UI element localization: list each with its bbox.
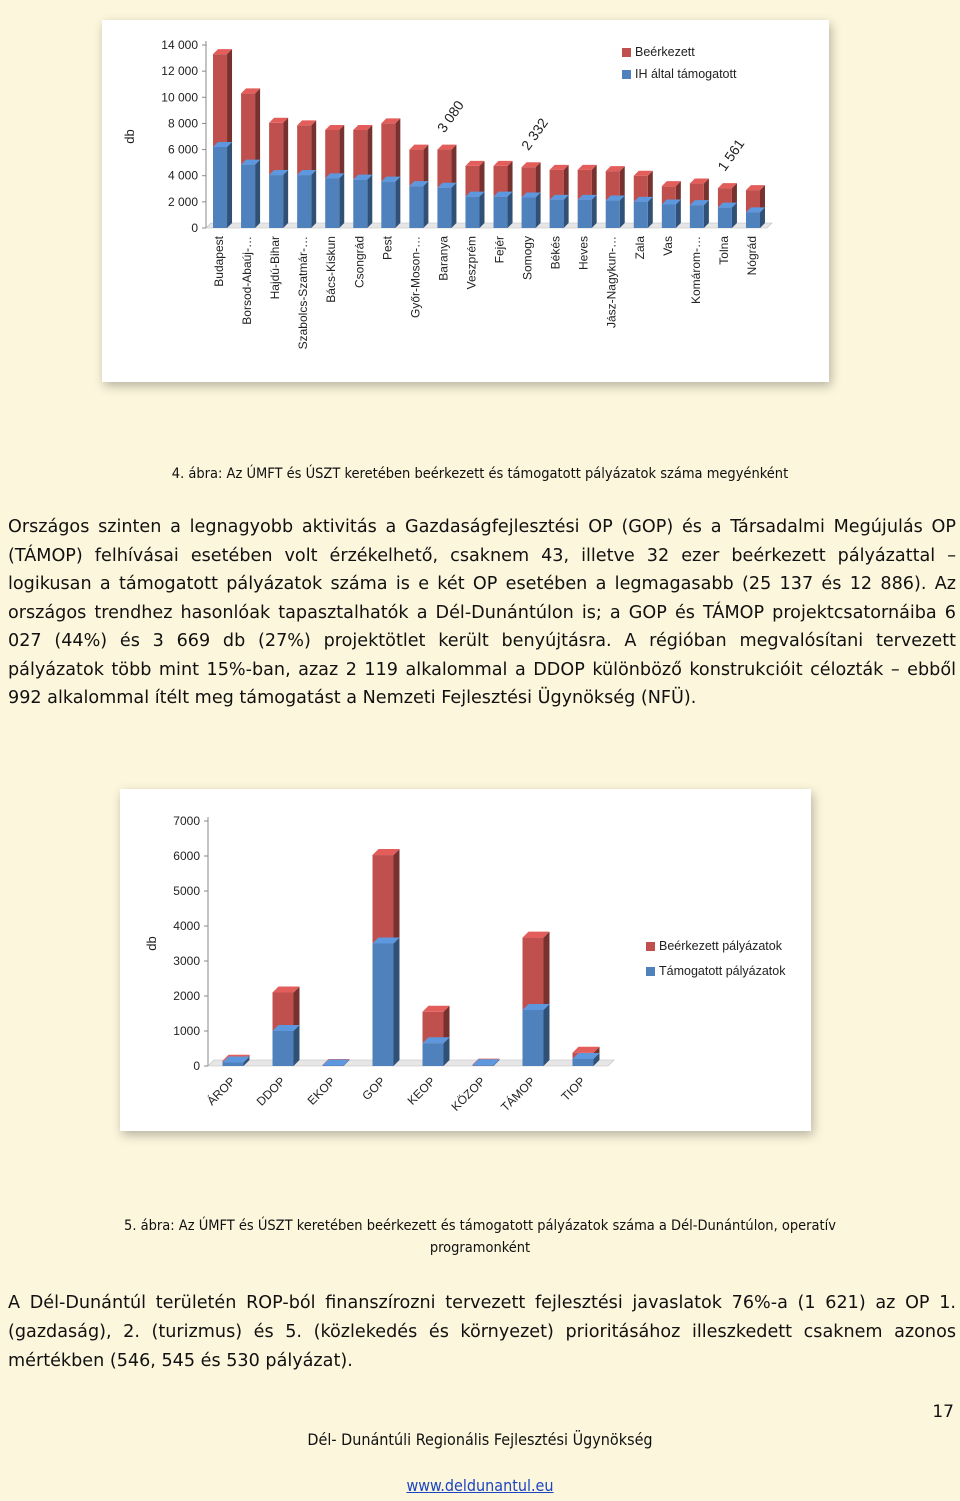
operative-program-chart-svg: [120, 789, 811, 1131]
y-tick-label: 14 000: [161, 38, 198, 52]
bar-group: [241, 88, 260, 228]
category-label: TIOP: [558, 1074, 589, 1104]
category-label: Jász-Nagykun-…: [604, 236, 619, 329]
bar-supported: [690, 205, 704, 228]
category-label: Békés: [548, 236, 563, 270]
category-label: KÖZOP: [448, 1074, 489, 1114]
value-annotation: 2 332: [517, 115, 552, 153]
bar-received: [325, 130, 339, 178]
category-label: Somogy: [520, 236, 535, 281]
bar-supported-side: [339, 173, 344, 228]
category-label: GOP: [359, 1074, 389, 1103]
bar-supported-side: [536, 193, 541, 228]
category-label: Heves: [576, 236, 591, 271]
bar-supported-side: [620, 196, 625, 228]
category-label: Csongrád: [352, 236, 367, 289]
body-paragraph-1: Országos szinten a legnagyobb aktivitás a Gazdaságfejlesztési OP (GOP) és a Társadalmi Megújulás OP (TÁMOP) felhívásai esetében volt érzékelhető, csaknem 43, illetve 32 ezer beérkezett pályázattal – logikusan a támogatott pályázatok száma is e két OP esetében a legmagasabb (25 137 és 12 886). Az országos trendhez hasonlóak tapasztalhatók a Dél-Dunántúlon is; a GOP és TÁMOP projektcsatornáiba 6 027 (44%) és 3 669 db (27%) projektötlet került benyújtásra. A régióban megvalósítani tervezett pályázatok több mint 15%-ban, azaz 2 119 alkalommal a DDOP különböző konstrukcióit célozták – ebből 992 alkalommal ítélt meg támogatást a Nemzeti Fejlesztési Ügynökség (NFÜ).: [8, 517, 956, 708]
bar-received-side: [451, 145, 456, 188]
bar-received: [213, 54, 227, 147]
legend-swatch: [646, 942, 655, 951]
bar-supported: [494, 197, 508, 228]
bar-supported: [273, 1031, 294, 1066]
y-tick-label: 4 000: [167, 168, 198, 183]
bar-received-side: [294, 987, 300, 1032]
bar-group: [606, 166, 625, 228]
bar-group: [353, 125, 372, 228]
bar-supported: [353, 180, 367, 228]
category-label: Komárom-…: [688, 236, 703, 305]
bar-supported: [522, 198, 536, 228]
footer-organization: Dél- Dunántúli Regionális Fejlesztési Ügynökség: [307, 1430, 653, 1449]
bar-supported: [662, 204, 676, 228]
y-tick-label: 3000: [173, 954, 200, 968]
chart-floor: [208, 1060, 614, 1066]
bar-received: [353, 130, 367, 180]
bar-received-side: [592, 165, 597, 200]
bar-group: [213, 49, 232, 228]
bar-group: [634, 171, 653, 228]
operative-program-chart: [120, 789, 811, 1131]
category-label: Szabolcs-Szatmár-…: [296, 235, 311, 350]
y-tick-label: 6 000: [167, 142, 198, 157]
bar-supported: [423, 1043, 444, 1066]
bar-supported: [634, 202, 648, 228]
county-applications-chart: [102, 20, 829, 382]
legend-swatch: [646, 967, 655, 976]
y-tick-label: 12 000: [161, 64, 198, 79]
bar-supported: [323, 1066, 344, 1067]
category-label: Hajdú-Bihar: [268, 236, 283, 300]
bar-received: [437, 150, 451, 188]
bar-group: [437, 145, 456, 228]
bar-group: [325, 125, 344, 228]
bar-supported-side: [423, 181, 428, 228]
category-label: TÁMOP: [498, 1074, 539, 1115]
y-tick-label: 2000: [173, 989, 200, 1003]
bar-group: [578, 165, 597, 228]
bar-supported: [297, 175, 311, 228]
bar-received-side: [479, 161, 484, 197]
y-tick-label: 7000: [173, 814, 200, 828]
bar-received-side: [508, 161, 513, 197]
category-label: ÁROP: [204, 1074, 239, 1109]
category-label: DDOP: [253, 1074, 289, 1109]
bar-supported-side: [255, 160, 260, 228]
bar-supported: [523, 1010, 544, 1066]
bar-supported-side: [227, 142, 232, 228]
bar-group: [381, 118, 400, 228]
bar-received-side: [283, 118, 288, 175]
bar-received: [241, 93, 255, 164]
chart-floor: [206, 223, 772, 228]
y-tick-label: 8 000: [167, 116, 198, 131]
bar-supported: [550, 200, 564, 228]
bar-supported-side: [311, 170, 316, 228]
category-label: Pest: [380, 236, 395, 261]
category-label: Fejér: [492, 236, 507, 264]
y-tick-label: 0: [193, 1059, 200, 1073]
bar-received-side: [367, 125, 372, 180]
bar-group: [746, 185, 765, 228]
y-tick-label: 1000: [173, 1024, 200, 1038]
legend-label: Beérkezett: [635, 45, 695, 59]
value-annotation: 1 561: [714, 135, 748, 174]
bar-group: [273, 987, 300, 1067]
bar-supported: [573, 1059, 594, 1066]
bar-supported-side: [564, 195, 569, 228]
bar-group: [494, 161, 513, 228]
bar-supported: [373, 944, 394, 1067]
bar-group: [573, 1047, 600, 1066]
category-label: Baranya: [436, 236, 451, 281]
bar-supported: [606, 201, 620, 228]
bar-received: [373, 855, 394, 943]
bar-received: [523, 938, 544, 1010]
bar-received-side: [394, 849, 400, 943]
value-annotation: 3 080: [433, 97, 467, 136]
category-label: Borsod-Abaúj-…: [240, 236, 255, 325]
bar-received-side: [255, 88, 260, 164]
category-label: Vas: [660, 236, 675, 256]
bar-received: [381, 123, 395, 181]
bar-supported: [269, 175, 283, 228]
bar-group: [718, 183, 737, 228]
y-tick-label: 5000: [173, 884, 200, 898]
y-tick-label: 6000: [173, 849, 200, 863]
bar-group: [690, 179, 709, 228]
legend-swatch: [622, 70, 631, 79]
category-label: Tolna: [716, 236, 731, 265]
bar-supported: [437, 188, 451, 228]
county-applications-chart-svg: [102, 20, 829, 382]
bar-supported: [409, 186, 423, 228]
y-tick-label: 4000: [173, 919, 200, 933]
category-label: Nógrád: [744, 236, 759, 276]
category-label: KEOP: [404, 1074, 439, 1108]
bar-supported-side: [283, 170, 288, 228]
bar-supported-side: [294, 1025, 300, 1066]
figure-4-caption: 4. ábra: Az ÚMFT és ÚSZT keretében beérkezett és támogatott pályázatok száma megyénként: [171, 466, 789, 482]
bar-received-side: [227, 49, 232, 147]
bar-supported: [473, 1065, 494, 1066]
bar-group: [522, 162, 541, 228]
y-tick-label: 2 000: [167, 194, 198, 209]
category-label: Győr-Moson-…: [408, 236, 423, 319]
legend-label: IH által támogatott: [635, 67, 737, 81]
bar-supported-side: [648, 197, 653, 228]
legend-label: Beérkezett pályázatok: [659, 939, 782, 953]
bar-received-side: [395, 118, 400, 181]
bar-received-side: [564, 165, 569, 200]
bar-received-side: [620, 166, 625, 200]
bar-received-side: [536, 162, 541, 197]
figure-5-caption: 5. ábra: Az ÚMFT és ÚSZT keretében beérkezett és támogatott pályázatok száma a Dél-Dunántúlon, operatív programonként: [124, 1218, 836, 1256]
bar-received: [297, 125, 311, 175]
bar-supported: [578, 200, 592, 228]
bar-group: [550, 165, 569, 228]
y-tick-label: 0: [191, 221, 198, 235]
bar-received-side: [311, 120, 316, 175]
bar-supported-side: [592, 195, 597, 228]
bar-supported-side: [394, 938, 400, 1067]
bar-supported: [718, 208, 732, 228]
bar-group: [523, 932, 550, 1066]
body-paragraph-2: A Dél-Dunántúl területén ROP-ból finanszírozni tervezett fejlesztési javaslatok 76%-a (1 621) az OP 1. (gazdaság), 2. (turizmus) és 5. (közlekedés és környezet) prioritásához illeszkedett csaknem azonos mértékben (546, 545 és 530 pályázat).: [8, 1293, 956, 1371]
bar-supported-side: [479, 192, 484, 228]
bar-supported-side: [508, 192, 513, 228]
bar-supported: [223, 1063, 244, 1067]
bar-received-side: [339, 125, 344, 178]
bar-supported-side: [367, 175, 372, 228]
bar-supported: [325, 178, 339, 228]
category-label: Zala: [632, 236, 647, 260]
bar-supported-side: [676, 199, 681, 228]
category-label: Bács-Kiskun: [324, 236, 339, 303]
category-label: Veszprém: [464, 236, 479, 290]
y-axis-label: db: [144, 936, 159, 951]
bar-supported: [213, 147, 227, 228]
bar-supported-side: [544, 1004, 550, 1066]
bar-group: [297, 120, 316, 228]
bar-received: [409, 150, 423, 187]
bar-group: [373, 849, 400, 1066]
legend-swatch: [622, 48, 631, 57]
bar-supported: [241, 165, 255, 228]
bar-supported: [381, 182, 395, 228]
bar-received-side: [423, 145, 428, 187]
category-label: EKOP: [304, 1074, 339, 1108]
bar-group: [269, 118, 288, 228]
bar-group: [465, 161, 484, 228]
legend-label: Támogatott pályázatok: [659, 964, 786, 978]
bar-group: [662, 181, 681, 228]
bar-group: [409, 145, 428, 228]
page-number: 17: [932, 1402, 954, 1422]
bar-supported-side: [395, 177, 400, 228]
y-axis-label: db: [122, 129, 137, 144]
bar-group: [423, 1006, 450, 1066]
bar-supported: [746, 212, 760, 228]
bar-supported-side: [451, 183, 456, 228]
bar-received: [269, 123, 283, 175]
bar-supported: [465, 197, 479, 228]
bar-received-side: [544, 932, 550, 1010]
footer-website-link[interactable]: www.deldunantul.eu: [406, 1476, 554, 1495]
y-tick-label: 10 000: [161, 90, 198, 105]
category-label: Budapest: [212, 236, 227, 287]
